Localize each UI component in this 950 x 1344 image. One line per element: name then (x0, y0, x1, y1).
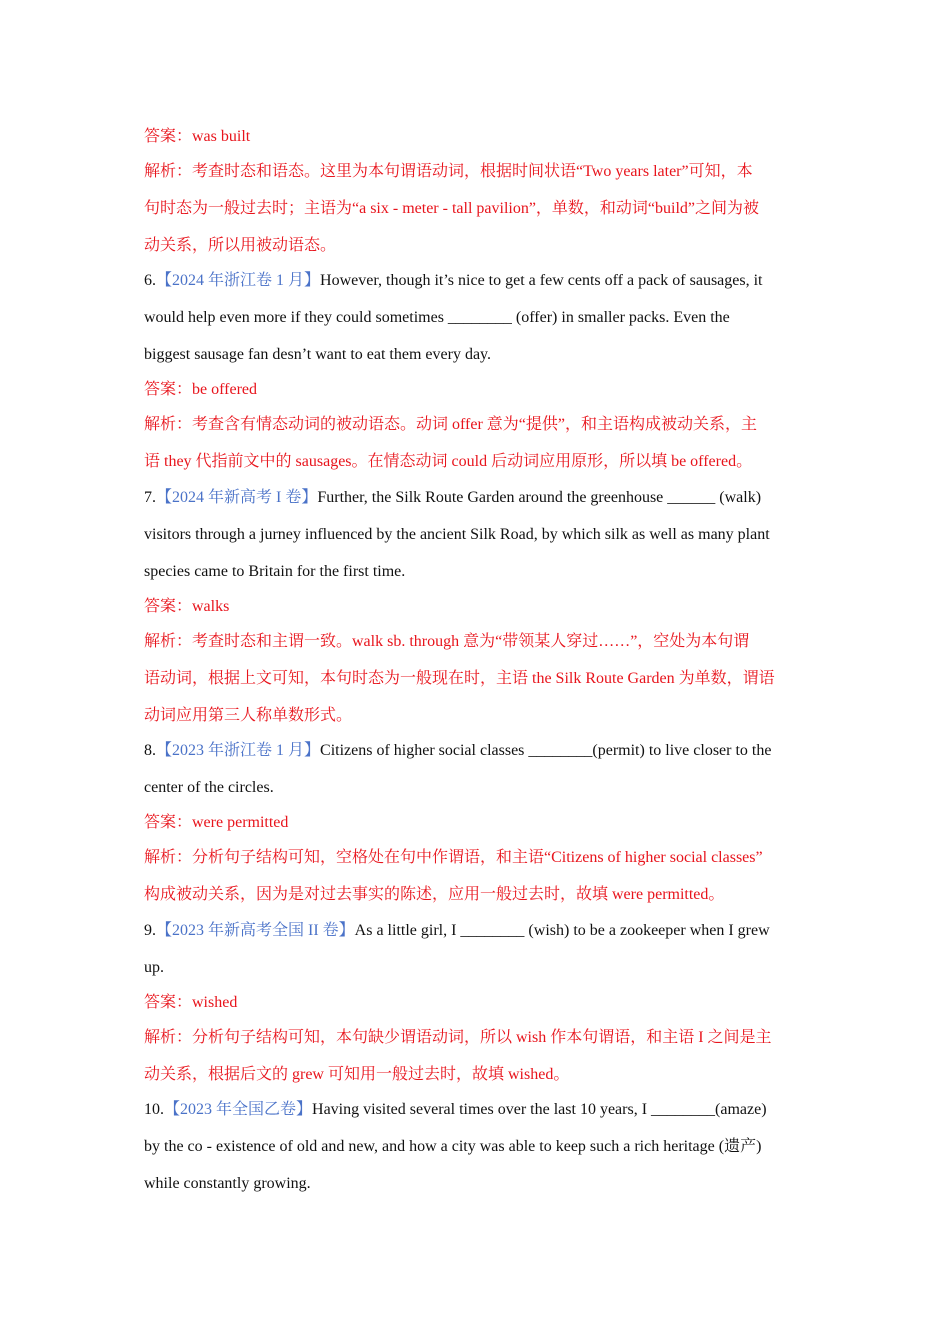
text-line (144, 271, 763, 291)
question-text: by the co - existence of old and new, and how a city was able to keep such a rich heritage (遗产) (144, 1138, 762, 1155)
answer-text: 解析：考查时态和主谓一致。walk sb. through 意为“带领某人穿过……”，空处为本句谓 (144, 633, 750, 650)
text-line (144, 236, 336, 256)
text-line (144, 380, 257, 400)
question-source: 【2024 年浙江卷 1 月】 (156, 272, 321, 289)
answer-text: 构成被动关系，因为是对过去事实的陈述，应用一般过去时，故填 were permitted。 (144, 886, 725, 903)
question-text: species came to Britain for the first time. (144, 563, 406, 580)
answer-text: 答案：be offered (144, 381, 258, 398)
question-text: However, though it’s nice to get a few cents off a pack of sausages, it (320, 272, 763, 289)
text-line (144, 1065, 569, 1085)
text-line (144, 525, 770, 545)
text-line (144, 562, 405, 582)
text-line (144, 669, 775, 689)
question-text: Having visited several times over the last 10 years, I ________(amaze) (312, 1101, 767, 1118)
text-line (144, 741, 771, 761)
answer-text: 答案：wished (144, 994, 238, 1011)
text-line (144, 452, 752, 472)
text-line (144, 778, 274, 798)
question-source: 【2024 年新高考 I 卷】 (156, 489, 318, 506)
question-text: biggest sausage fan desn’t want to eat them every day. (144, 346, 491, 363)
question-text: 6. (144, 272, 156, 289)
text-line (144, 1137, 761, 1157)
question-text: visitors through a jurney influenced by the ancient Silk Road, by which silk as well as many plant (144, 526, 770, 543)
question-text: up. (144, 959, 164, 976)
question-text: 7. (144, 489, 156, 506)
text-line (144, 488, 761, 508)
text-line (144, 958, 164, 978)
answer-text: 解析：分析句子结构可知，本句缺少谓语动词，所以 wish 作本句谓语，和主语 I 之间是主 (144, 1029, 772, 1046)
text-line (144, 162, 753, 182)
text-line (144, 308, 730, 328)
question-text: 10. (144, 1101, 164, 1118)
text-line (144, 345, 491, 365)
question-text: center of the circles. (144, 779, 274, 796)
question-text: Further, the Silk Route Garden around the greenhouse ______ (walk) (317, 489, 762, 506)
answer-text: 答案：walks (144, 598, 230, 615)
question-text: Citizens of higher social classes ________(permit) to live closer to the (320, 742, 772, 759)
answer-text: 解析：考查时态和语态。这里为本句谓语动词，根据时间状语“Two years later”可知，本 (144, 163, 753, 180)
answer-text: 答案：was built (144, 128, 251, 145)
text-line (144, 597, 229, 617)
text-line (144, 885, 724, 905)
question-source: 【2023 年全国乙卷】 (164, 1101, 313, 1118)
answer-text: 解析：分析句子结构可知，空格处在句中作谓语，和主语“Citizens of higher social classes” (144, 849, 763, 866)
text-line (144, 1100, 767, 1120)
answer-text: 解析：考查含有情态动词的被动语态。动词 offer 意为“提供”，和主语构成被动关系，主 (144, 416, 758, 433)
question-text: while constantly growing. (144, 1175, 311, 1192)
question-text: 9. (144, 922, 156, 939)
text-line (144, 706, 352, 726)
question-text: As a little girl, I ________ (wish) to be a zookeeper when I grew (354, 922, 770, 939)
text-line (144, 415, 757, 435)
text-line (144, 993, 237, 1013)
answer-text: 语 they 代指前文中的 sausages。在情态动词 could 后动词应用原形，所以填 be offered。 (144, 453, 753, 470)
answer-text: 动关系，根据后文的 grew 可知用一般过去时，故填 wished。 (144, 1066, 570, 1083)
text-line (144, 1174, 311, 1194)
question-text: 8. (144, 742, 156, 759)
answer-text: 动关系，所以用被动语态。 (144, 237, 337, 254)
text-line (144, 199, 759, 219)
answer-text: 动词应用第三人称单数形式。 (144, 707, 353, 724)
question-source: 【2023 年新高考全国 II 卷】 (156, 922, 355, 939)
text-line (144, 632, 749, 652)
text-line (144, 127, 250, 147)
text-line (144, 813, 288, 833)
question-text: would help even more if they could sometimes ________ (offer) in smaller packs. Even the (144, 309, 730, 326)
answer-text: 句时态为一般过去时；主语为“a six - meter - tall pavilion”，单数，和动词“build”之间为被 (144, 200, 760, 217)
text-line (144, 848, 763, 868)
question-source: 【2023 年浙江卷 1 月】 (156, 742, 321, 759)
text-line (144, 921, 770, 941)
answer-text: 语动词，根据上文可知，本句时态为一般现在时，主语 the Silk Route Garden 为单数，谓语 (144, 670, 775, 687)
text-line (144, 1028, 772, 1048)
answer-text: 答案：were permitted (144, 814, 289, 831)
